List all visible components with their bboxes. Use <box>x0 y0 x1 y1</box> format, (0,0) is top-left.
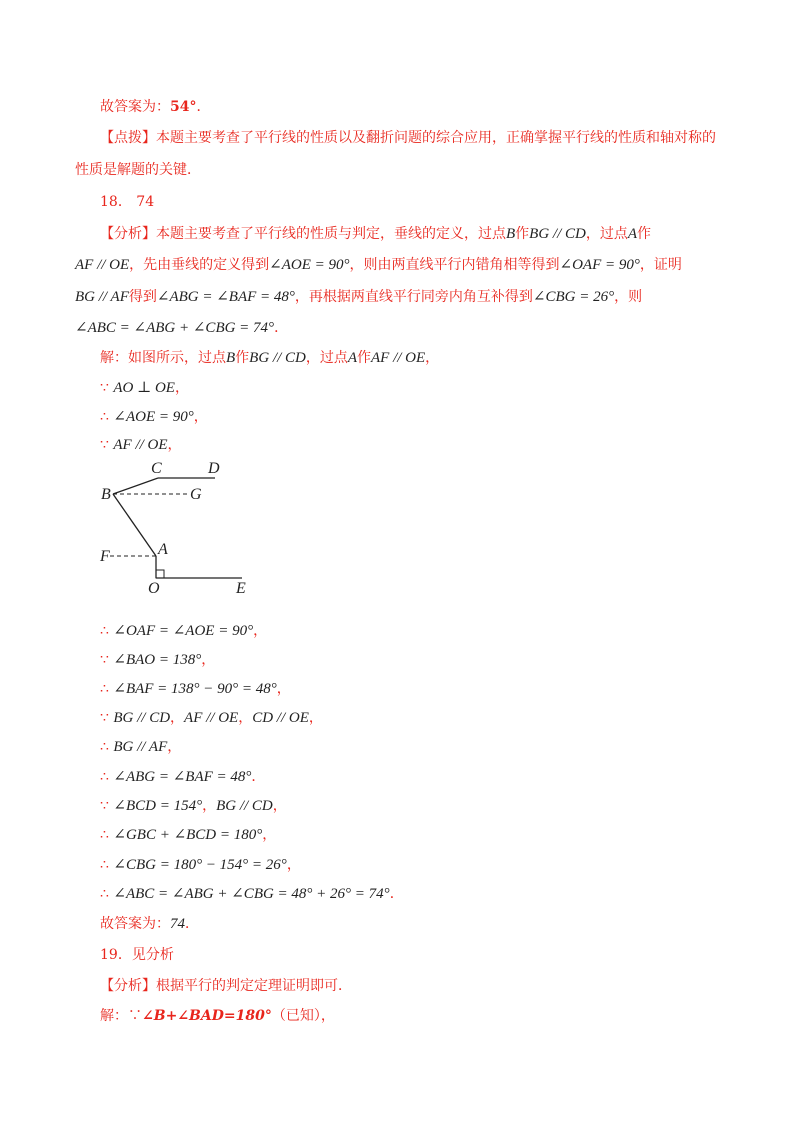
therefore-symbol: ∴ <box>100 739 109 755</box>
therefore-symbol: ∴ <box>100 681 109 697</box>
period: ． <box>251 769 266 785</box>
math-expr: BG // CD <box>216 798 273 814</box>
analysis-line-4 <box>75 319 288 337</box>
solution-text: ，过点 <box>305 350 348 366</box>
math-expr: ∠OAF = ∠AOE = 90° <box>113 623 254 639</box>
math-expr: AF // OE <box>371 350 426 366</box>
math-expr: B <box>506 226 516 242</box>
math-expr: ∠ABC = ∠ABG + ∠CBG = 74° <box>75 320 275 336</box>
therefore-symbol: ∴ <box>100 857 109 873</box>
analysis-text: 本题主要考查了平行线的性质与判定，垂线的定义，过点 <box>156 226 506 242</box>
analysis-line-1 <box>100 225 651 243</box>
answer-label: 故答案为： <box>100 99 170 115</box>
comma: ， <box>238 710 253 726</box>
math-expr: AO ⊥ OE <box>113 380 175 396</box>
comma: ， <box>262 827 277 843</box>
label-g: G <box>190 486 202 503</box>
math-expr: AF // OE <box>113 437 168 453</box>
analysis-19 <box>100 977 352 995</box>
analysis-text: ，先由垂线的定义得到 <box>129 257 270 273</box>
solution-line-3 <box>100 408 208 426</box>
comma: ， <box>308 710 323 726</box>
label-d: D <box>208 460 220 477</box>
solution-line-6 <box>100 651 215 669</box>
solution-line-5 <box>100 622 267 640</box>
solution-line-9 <box>100 738 181 756</box>
answer-line-17 <box>100 98 210 116</box>
math-expr: ∠CBG = 26° <box>532 289 615 305</box>
math-expr: BG // AF <box>113 739 168 755</box>
math-expr: B <box>226 350 236 366</box>
label-e: E <box>236 580 246 597</box>
because-symbol: ∵ <box>100 437 109 453</box>
label-b: B <box>101 486 111 503</box>
segment-bc <box>113 478 158 494</box>
because-symbol: ∵ <box>100 652 109 668</box>
therefore-symbol: ∴ <box>100 886 109 902</box>
right-angle-mark <box>156 570 164 578</box>
analysis-line-2 <box>75 256 682 274</box>
period: ． <box>389 886 404 902</box>
therefore-symbol: ∴ <box>100 769 109 785</box>
comma: ， <box>201 652 216 668</box>
comma: ， <box>272 798 287 814</box>
math-expr: ∠ABC = ∠ABG + ∠CBG = 48° + 26° = 74° <box>113 886 390 902</box>
therefore-symbol: ∴ <box>100 623 109 639</box>
comma: ， <box>276 681 291 697</box>
math-expr: ∠ABG = ∠BAF = 48° <box>113 769 252 785</box>
analysis-text: 作 <box>515 226 530 242</box>
segment-ba <box>113 494 156 556</box>
comma: ， <box>170 710 185 726</box>
answer-value: 74 <box>170 916 185 932</box>
hint-text-2: 性质是解题的关键． <box>75 162 201 178</box>
answer-label: 故答案为： <box>100 916 170 932</box>
math-expr: ∠BCD = 154° <box>113 798 203 814</box>
answer-end: ． <box>196 99 211 115</box>
comma: ， <box>253 623 268 639</box>
math-expr: A <box>347 350 358 366</box>
math-expr: A <box>627 226 638 242</box>
solution-line-14 <box>100 885 404 903</box>
comma: ， <box>167 739 182 755</box>
comma: ， <box>193 409 208 425</box>
solution-text: 解：如图所示，过点 <box>100 350 226 366</box>
math-expr: ∠B+∠BAD=180° <box>142 1008 272 1024</box>
solution-line-12 <box>100 826 276 844</box>
math-expr: BG // CD <box>249 350 306 366</box>
analysis-text: 根据平行的判定定理证明即可． <box>156 978 352 994</box>
solution-note: （已知）， <box>271 1008 335 1024</box>
analysis-text: ，过点 <box>585 226 628 242</box>
question-number: 19． <box>100 947 132 963</box>
analysis-text: 得到 <box>128 289 157 305</box>
analysis-text: ，则由两直线平行内错角相等得到 <box>349 257 560 273</box>
solution-line-4 <box>100 436 182 454</box>
solution-line-1 <box>100 349 439 367</box>
therefore-symbol: ∴ <box>100 409 109 425</box>
math-expr: ∠AOE = 90° <box>269 257 350 273</box>
solution-line-10 <box>100 768 265 786</box>
label-c: C <box>151 460 162 477</box>
analysis-text: 作 <box>637 226 652 242</box>
analysis-text: ，证明 <box>639 257 682 273</box>
geometry-figure <box>90 455 260 600</box>
analysis-tag: 【分析】 <box>100 978 156 994</box>
because-symbol: ∵ <box>100 798 109 814</box>
question-number: 18． <box>100 194 132 210</box>
analysis-line-3 <box>75 288 642 306</box>
comma: ， <box>286 857 301 873</box>
solution-19-line-1 <box>100 1007 335 1025</box>
math-expr: BG // CD <box>113 710 171 726</box>
math-expr: ∠GBC + ∠BCD = 180° <box>113 827 263 843</box>
question-18-header <box>100 193 154 211</box>
therefore-symbol: ∴ <box>100 827 109 843</box>
comma: ， <box>167 437 182 453</box>
label-a: A <box>158 541 168 558</box>
math-expr: ∠AOE = 90° <box>113 409 194 425</box>
comma: ， <box>202 798 217 814</box>
math-expr: BG // CD <box>529 226 586 242</box>
hint-line-2 <box>75 161 201 179</box>
answer-value: 54° <box>170 99 197 115</box>
question-answer: 74 <box>136 194 155 210</box>
comma: ， <box>174 380 189 396</box>
solution-line-13 <box>100 856 301 874</box>
math-expr: BG // AF <box>75 289 129 305</box>
math-expr: ∠ABG = ∠BAF = 48° <box>156 289 295 305</box>
math-expr: CD // OE <box>252 710 309 726</box>
analysis-tag: 【分析】 <box>100 226 156 242</box>
math-expr: ∠BAO = 138° <box>113 652 202 668</box>
math-expr: ∠OAF = 90° <box>559 257 640 273</box>
math-expr: ∠BAF = 138° − 90° = 48° <box>113 681 277 697</box>
solution-text: ， <box>425 350 440 366</box>
math-expr: AF // OE <box>75 257 130 273</box>
solution-label: 解： <box>100 1008 128 1024</box>
analysis-text: ，再根据两直线平行同旁内角互补得到 <box>294 289 533 305</box>
because-symbol: ∵ <box>100 710 109 726</box>
solution-line-8 <box>100 709 323 727</box>
hint-text-1: 本题主要考查了平行线的性质以及翻折问题的综合应用，正确掌握平行线的性质和轴对称的 <box>156 130 716 146</box>
because-symbol: ∵ <box>128 1008 142 1024</box>
analysis-text: ，则 <box>614 289 643 305</box>
label-f: F <box>100 548 110 565</box>
label-o: O <box>148 580 160 597</box>
hint-line-1 <box>100 129 716 147</box>
final-answer-18 <box>100 915 199 933</box>
solution-line-2 <box>100 379 189 397</box>
solution-text: 作 <box>235 350 250 366</box>
solution-line-7 <box>100 680 291 698</box>
question-answer: 见分析 <box>131 947 174 963</box>
math-expr: AF // OE <box>184 710 239 726</box>
solution-text: 作 <box>357 350 372 366</box>
hint-tag: 【点拨】 <box>100 130 156 146</box>
analysis-text: ． <box>274 320 289 336</box>
answer-end: ． <box>185 916 199 932</box>
because-symbol: ∵ <box>100 380 109 396</box>
question-19-header <box>100 946 174 964</box>
math-expr: ∠CBG = 180° − 154° = 26° <box>113 857 287 873</box>
solution-line-11 <box>100 797 287 815</box>
